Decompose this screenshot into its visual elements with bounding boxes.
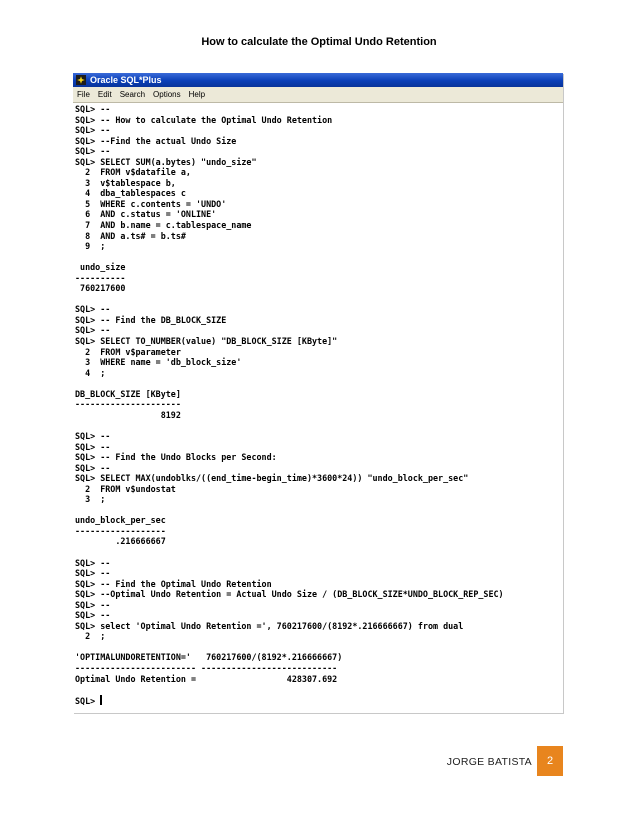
sqlplus-window [73, 73, 563, 713]
menu-bar [73, 87, 563, 103]
console-line: SQL> -- How to calculate the Optimal Undo Retention [75, 114, 333, 125]
console-line: 9 ; [75, 241, 106, 252]
console-line [75, 642, 563, 653]
console-line: 'OPTIMALUNDORETENTION=' 760217600/(8192*.216666667) [75, 652, 343, 663]
console-line: SQL> -- [75, 557, 111, 568]
console-line: 5 WHERE c.contents = 'UNDO' [75, 198, 227, 209]
console-line: ------------------ [75, 525, 166, 536]
console-line [75, 294, 563, 305]
console-line [75, 547, 563, 558]
menu-search[interactable]: Search [119, 90, 146, 99]
console-line: 4 ; [75, 367, 106, 378]
document-title: How to calculate the Optimal Undo Retention [201, 36, 437, 48]
console-line: 2 ; [75, 631, 106, 642]
console-line: SQL> -- [75, 430, 111, 441]
console-line: SQL> select 'Optimal Undo Retention =', 760217600/(8192*.216666667) from dual [75, 620, 464, 631]
console-line: ------------------------ --------------------------- [75, 662, 338, 673]
console-line: 6 AND c.status = 'ONLINE' [75, 209, 217, 220]
console-line: 2 FROM v$parameter [75, 346, 181, 357]
window-title: Oracle SQL*Plus [90, 75, 162, 85]
console-line [75, 684, 563, 695]
console-line: SQL> [75, 695, 101, 706]
console-line: SQL> -- [75, 104, 111, 114]
console-line: DB_BLOCK_SIZE [KByte] [75, 388, 181, 399]
console-line: 3 v$tablespace b, [75, 177, 176, 188]
console-output[interactable] [75, 104, 563, 705]
console-line: SQL> -- [75, 599, 111, 610]
console-line: 8192 [75, 409, 181, 420]
console-line [75, 378, 563, 389]
console-line: 4 dba_tablespaces c [75, 188, 186, 199]
console-line: SQL> SELECT SUM(a.bytes) "undo_size" [75, 156, 257, 167]
console-line: 2 FROM v$undostat [75, 483, 176, 494]
footer-author: JORGE BATISTA [446, 756, 532, 768]
console-line [75, 420, 563, 431]
menu-edit[interactable]: Edit [97, 90, 112, 99]
console-line: 8 AND a.ts# = b.ts# [75, 230, 186, 241]
menu-help[interactable]: Help [188, 90, 206, 99]
console-line: SQL> -- [75, 462, 111, 473]
console-line: SQL> -- Find the DB_BLOCK_SIZE [75, 314, 227, 325]
console-line: .216666667 [75, 536, 166, 547]
console-line: SQL> -- [75, 146, 111, 157]
console-line [75, 252, 563, 263]
console-line: SQL> -- [75, 441, 111, 452]
console-line: SQL> SELECT TO_NUMBER(value) "DB_BLOCK_SIZE [KByte]" [75, 336, 338, 347]
menu-file[interactable]: File [77, 90, 90, 99]
console-line: 2 FROM v$datafile a, [75, 167, 191, 178]
console-line: SQL> --Find the actual Undo Size [75, 135, 237, 146]
page-number-badge: 2 [537, 746, 563, 776]
text-cursor [100, 695, 102, 705]
console-line: --------------------- [75, 399, 181, 410]
console-line: SQL> --Optimal Undo Retention = Actual Undo Size / (DB_BLOCK_SIZE*UNDO_BLOCK_REP_SEC) [75, 589, 504, 600]
console-line: Optimal Undo Retention = 428307.692 [75, 673, 338, 684]
console-line: SQL> -- [75, 325, 111, 336]
console-line: 3 ; [75, 494, 106, 505]
console-line: SQL> -- [75, 125, 111, 136]
console-line [75, 505, 563, 516]
oracle-sqlplus-icon [76, 75, 86, 85]
console-line: SQL> -- [75, 304, 111, 315]
window-title-bar[interactable] [73, 73, 563, 87]
console-line: SQL> -- [75, 610, 111, 621]
console-line: 760217600 [75, 283, 126, 294]
console-line: undo_size [75, 262, 126, 273]
console-line: ---------- [75, 272, 126, 283]
menu-options[interactable]: Options [153, 90, 181, 99]
console-line: SQL> -- Find the Optimal Undo Retention [75, 578, 272, 589]
console-line: 3 WHERE name = 'db_block_size' [75, 357, 242, 368]
console-line: SQL> -- Find the Undo Blocks per Second: [75, 452, 277, 463]
console-line: 7 AND b.name = c.tablespace_name [75, 220, 252, 231]
console-line: undo_block_per_sec [75, 515, 166, 526]
console-line: SQL> -- [75, 568, 111, 579]
console-line: SQL> SELECT MAX(undoblks/((end_time-begin_time)*3600*24)) "undo_block_per_sec" [75, 473, 469, 484]
